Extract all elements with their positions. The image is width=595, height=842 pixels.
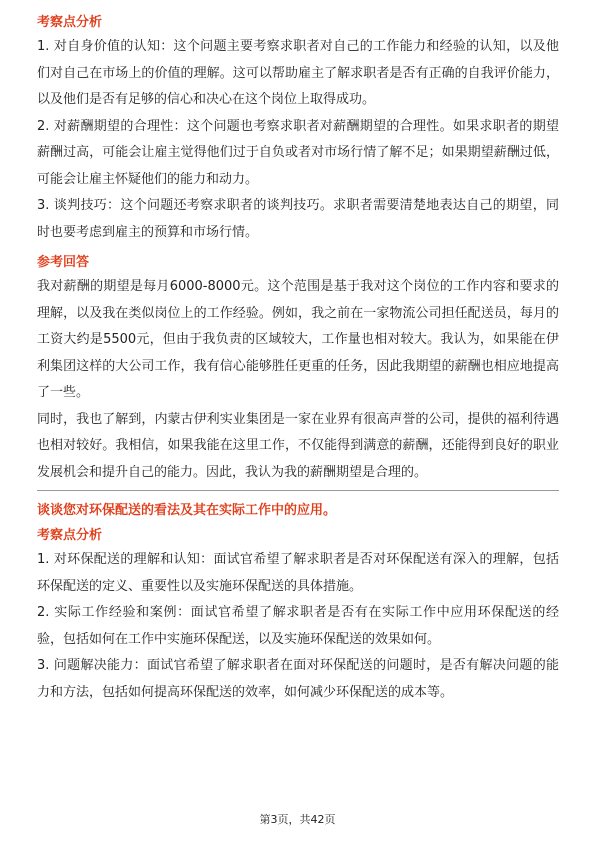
analysis-point-4: 1. 对环保配送的理解和认知：面试官希望了解求职者是否对环保配送有深入的理解，包括环保配送的定义、重要性以及实施环保配送的具体措施。 (37, 552, 559, 594)
page-number: 第3页，共42页 (259, 813, 336, 826)
analysis-heading-1: 考察点分析 (37, 15, 103, 30)
question-title: 谈谈您对环保配送的看法及其在实际工作中的应用。 (37, 503, 337, 518)
document-page (37, 12, 559, 706)
answer-heading: 参考回答 (37, 255, 90, 270)
analysis-point-5: 2. 实际工作经验和案例：面试官希望了解求职者是否有在实际工作中应用环保配送的经验，包括如何在工作中实施环保配送，以及实施环保配送的效果如何。 (37, 605, 559, 647)
analysis-point-2: 2. 对薪酬期望的合理性：这个问题也考察求职者对薪酬期望的合理性。如果求职者的期望薪酬过高，可能会让雇主觉得他们过于自负或者对市场行情了解不足；如果期望薪酬过低，可能会让雇主怀疑他们的能力和动力。 (37, 118, 559, 187)
section-divider (37, 490, 559, 491)
analysis-point-1: 1. 对自身价值的认知：这个问题主要考察求职者对自己的工作能力和经验的认知，以及他们对自己在市场上的价值的理解。这可以帮助雇主了解求职者是否有正确的自我评价能力，以及他们是否有足够的信心和决心在这个岗位上取得成功。 (37, 39, 559, 107)
analysis-point-6: 3. 问题解决能力：面试官希望了解求职者在面对环保配送的问题时，是否有解决问题的能力和方法，包括如何提高环保配送的效率，如何减少环保配送的成本等。 (37, 658, 559, 700)
answer-paragraph-1: 我对薪酬的期望是每月6000-8000元。这个范围是基于我对这个岗位的工作内容和要求的理解，以及我在类似岗位上的工作经验。例如，我之前在一家物流公司担任配送员，每月的工资大约是5500元，但由于我负责的区域较大，工作量也相对较大。我认为，如果能在伊利集团这样的大公司工作，我有信心能够胜任更重的任务，因此我期望的薪酬也相应地提高了一些。 (37, 279, 559, 400)
analysis-point-3: 3. 谈判技巧：这个问题还考察求职者的谈判技巧。求职者需要清楚地表达自己的期望，同时也要考虑到雇主的预算和市场行情。 (37, 198, 559, 240)
answer-paragraph-2: 同时，我也了解到，内蒙古伊利实业集团是一家在业界有很高声誉的公司，提供的福利待遇也相对较好。我相信，如果我能在这里工作，不仅能得到满意的薪酬，还能得到良好的职业发展机会和提升自己的能力。因此，我认为我的薪酬期望是合理的。 (37, 411, 559, 480)
analysis-heading-2: 考察点分析 (37, 528, 103, 543)
